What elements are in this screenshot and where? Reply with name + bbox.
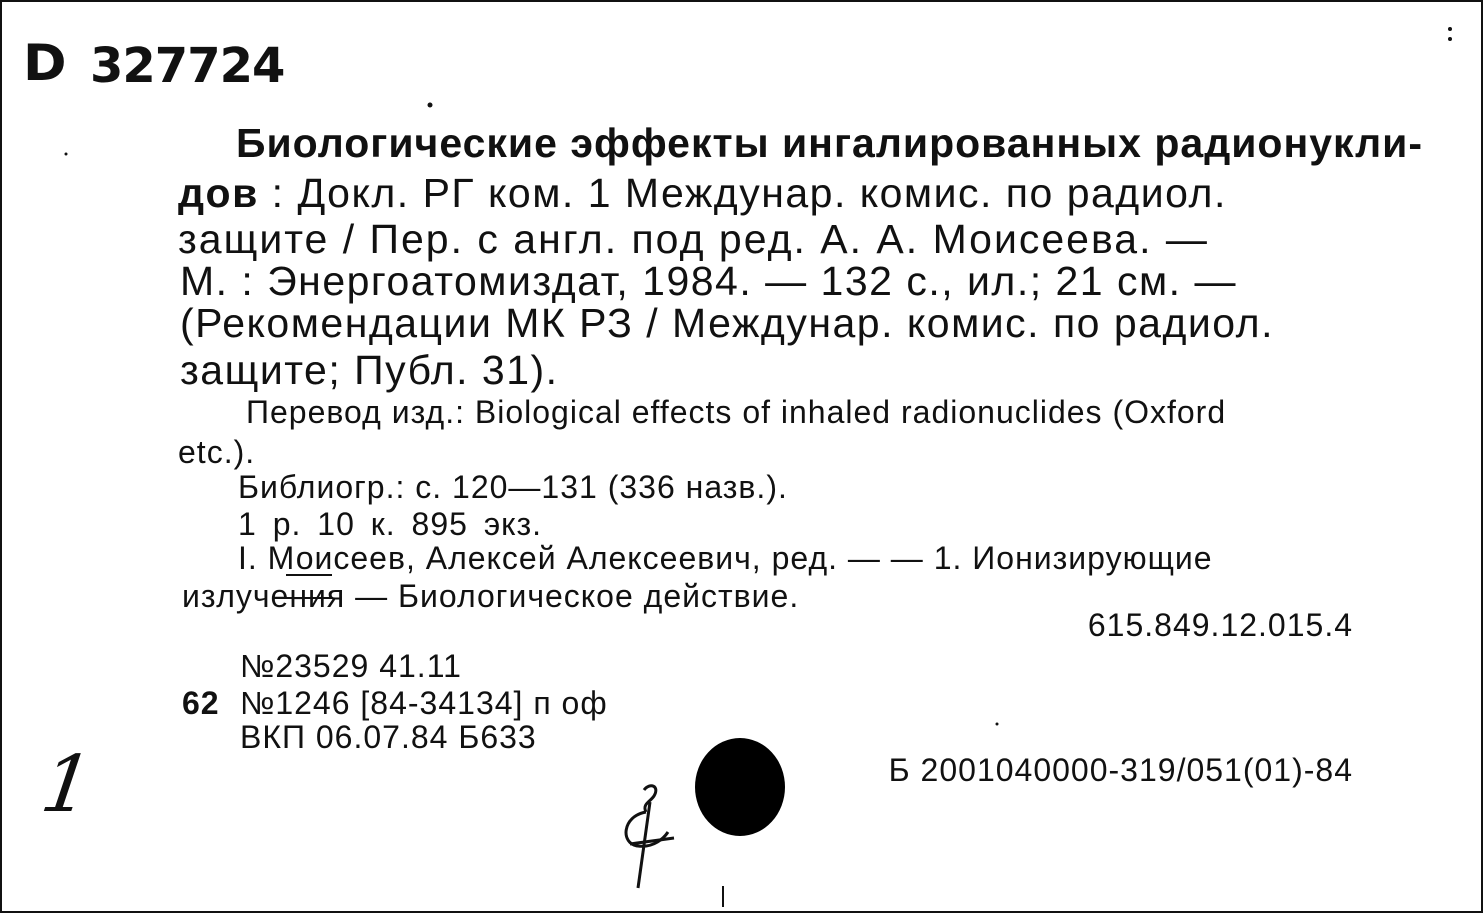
order-line-2: №1246 [84-34134] п оф xyxy=(240,685,608,721)
tracing-line-1: I. Моисеев, Алексей Алексеевич, ред. — — 1. Ионизирующие xyxy=(238,540,1213,576)
entry-imprint-line: М. : Энергоатомиздат, 1984. — 132 с., ил.; 21 см. — xyxy=(180,258,1237,304)
entry-statement: : Докл. РГ ком. 1 Междунар. комис. по радиол. xyxy=(258,170,1227,216)
order-line-3: ВКП 06.07.84 Б633 xyxy=(240,719,537,755)
bibliography-note: Библиогр.: с. 120—131 (336 назв.). xyxy=(238,469,788,505)
card-number-letter: D xyxy=(22,34,67,92)
order-prefix: 62 xyxy=(182,685,220,721)
order-line-1: №23529 41.11 xyxy=(240,648,462,684)
entry-series-line: (Рекомендации МК РЗ / Междунар. комис. по радиол. xyxy=(180,300,1274,346)
entry-line-3: защите / Пер. с англ. под ред. А. А. Моисеева. — xyxy=(178,216,1209,262)
translation-note-line-2: etc.). xyxy=(178,434,256,470)
translation-note-line-1: Перевод изд.: Biological effects of inhaled radionuclides (Oxford xyxy=(246,394,1227,430)
handwritten-mark: 1 xyxy=(35,740,98,830)
card-number: 327724 xyxy=(90,38,285,94)
entry-series-end: защите; Публ. 31). xyxy=(180,347,559,393)
scan-specks xyxy=(2,2,1481,911)
tracing-line-2: излучения — Биологическое действие. xyxy=(182,578,800,614)
entry-title-line-1: Биологические эффекты ингалированных радионукли- xyxy=(236,120,1423,166)
entry-title-end: дов xyxy=(178,170,259,216)
udc-classification: 615.849.12.015.4 xyxy=(1087,607,1353,643)
catalog-code: Б 2001040000-319/051(01)-84 xyxy=(888,752,1353,788)
price-and-copies: 1 р. 10 к. 895 экз. xyxy=(238,506,543,542)
